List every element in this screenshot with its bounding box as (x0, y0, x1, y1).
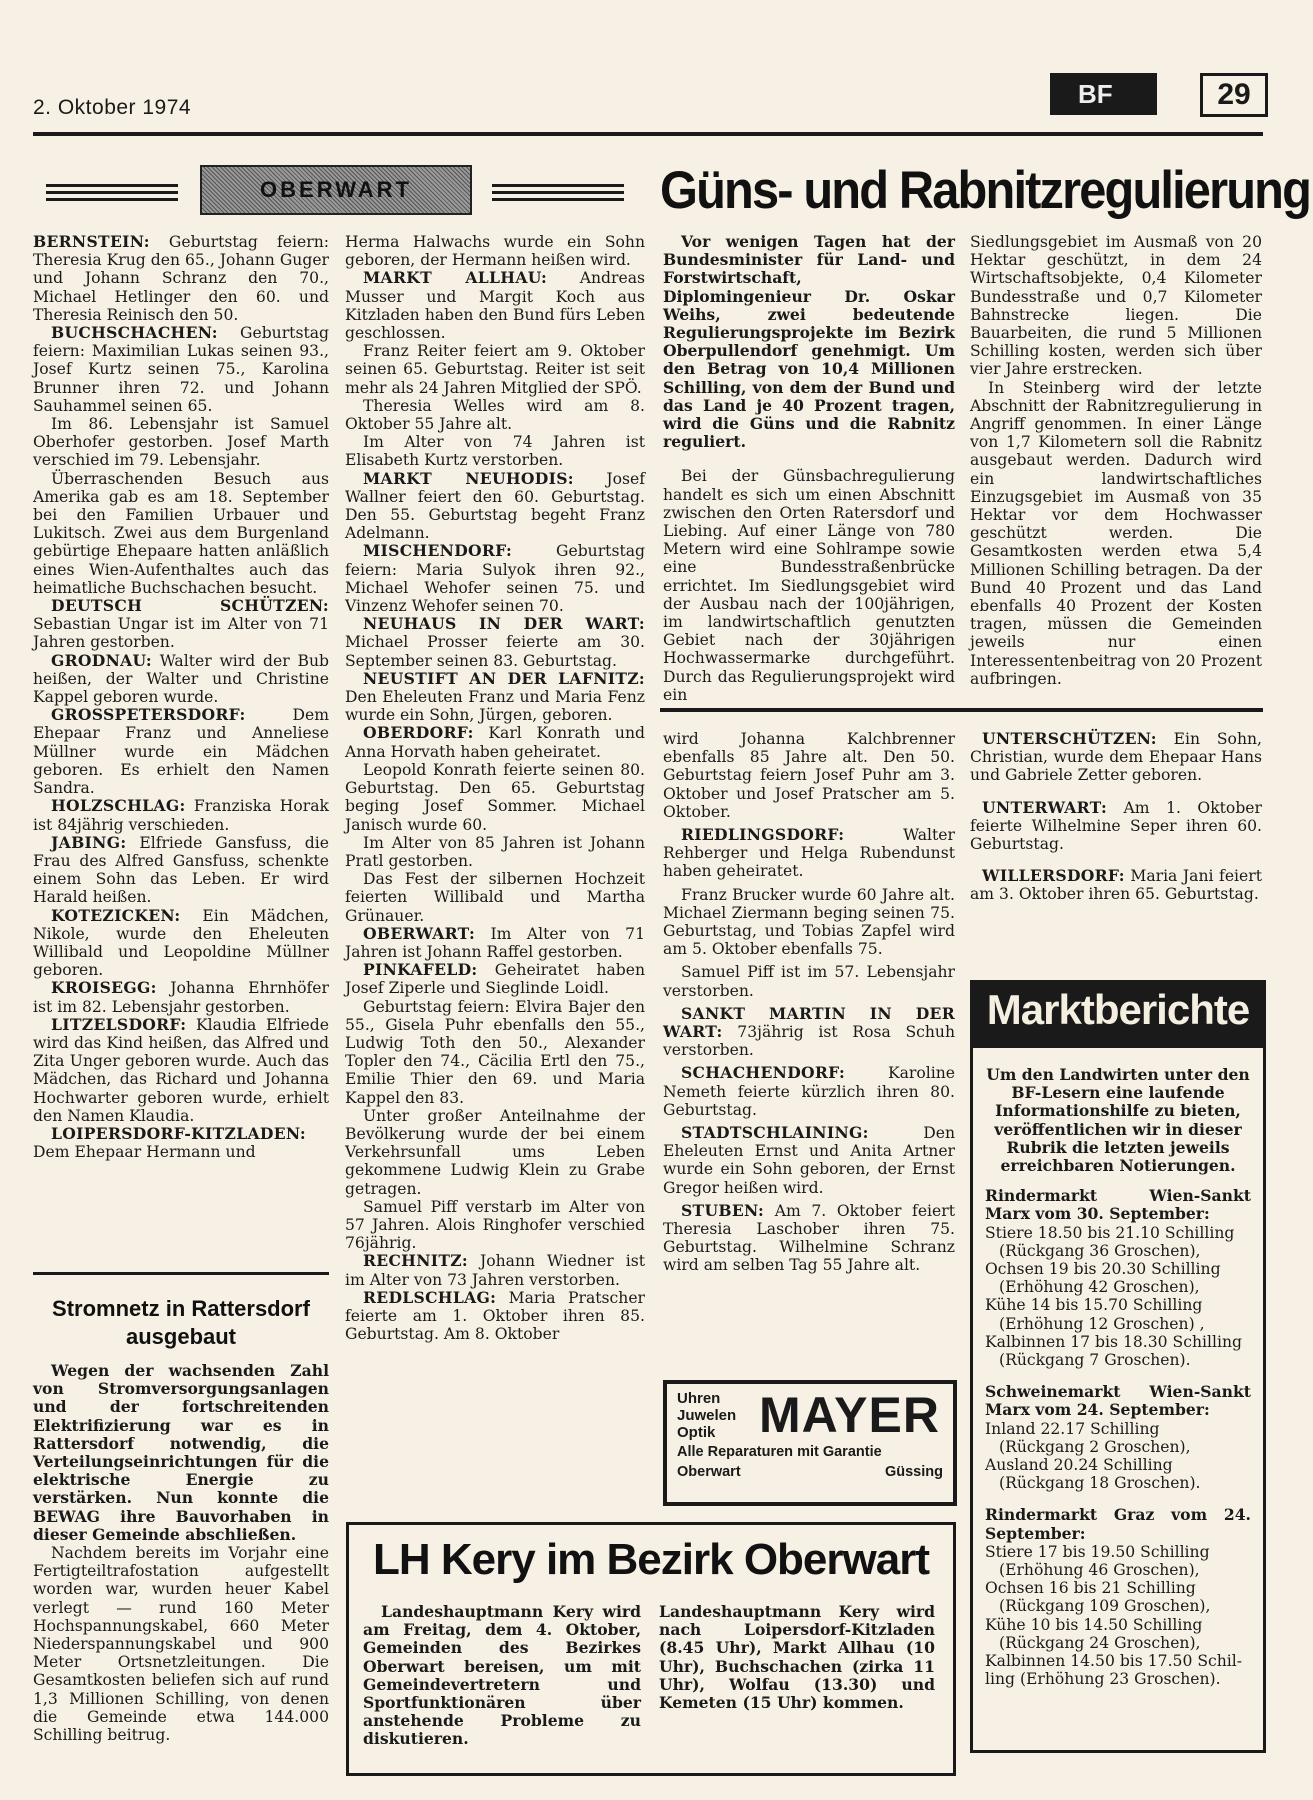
markt-title-bar (970, 980, 1266, 1048)
place-name: PINKAFELD: (363, 960, 478, 980)
news-item (345, 961, 645, 997)
guens-bottom-rule (660, 708, 1263, 712)
mayer-line-3: Optik (677, 1424, 716, 1441)
strom-body: Nachdem bereits im Vorjahr eine Fertigteiltrafostation aufgestellt worden war, wurden heuer Kabel verlegt — rund 160 Meter Hochspannungskabel, 660 Meter Niederspannungskabel und 900 Meter Ortsnetzleitungen. Die Gesamtkosten beliefen sich auf rund 1,3 Millionen Schilling, von denen die Gemeinde etwa 144.000 Schilling beitrug. (33, 1544, 329, 1745)
item-text: Ein Mädchen, Nikole, wurde den Eheleuten Willibald und Leopoldine Müllner geboren. (33, 906, 329, 980)
news-item (345, 470, 645, 543)
item-text: Geheiratet haben Josef Ziperle und Sieglinde Loidl. (345, 961, 645, 998)
place-name: GROSSPETERSDORF: (51, 705, 246, 725)
place-name: KROISEGG: (51, 978, 157, 998)
mayer-advertisement (663, 1380, 957, 1506)
markt-block-1 (985, 1224, 1251, 1370)
item-text: Andreas Musser und Margit Koch aus Kitzladen haben den Bund fürs Leben geschlossen. (345, 269, 645, 343)
item-text: wird Johanna Kalchbrenner ebenfalls 85 Jahre alt. Den 50. Geburtstag feiern Josef Puhr am 3. Oktober und Josef Pratscher am 5. Oktober. (663, 730, 955, 821)
item-text: Johann Wiedner ist im Alter von 73 Jahren verstorben. (345, 1252, 645, 1289)
price-line: (Erhöhung 42 Groschen), (999, 1278, 1200, 1297)
news-item (33, 470, 329, 597)
guens-body-3: In Steinberg wird der letzte Abschnitt der Rabnitzregulierung in Angriff genommen. In einer Länge von 1,7 Kilometern soll die Rabnitz ausgebaut werden. Dadurch wird ein landwirtschaftliches Einzugsgebiet im Ausmaß von 35 Hektar vor dem Hochwasser geschützt werden. Die Gesamtkosten werden etwa 5,4 Millionen Schilling betragen. Da der Bund 40 Prozent und das Land ebenfalls 40 Prozent der Kosten tragen, müssen die Gemeinden jeweils nur einen Interessentenbeitrag von 20 Prozent aufbringen. (970, 378, 1262, 688)
issue-date: 2. Oktober 1974 (33, 96, 192, 119)
place-name: LOIPERSDORF-KITZLADEN: (51, 1123, 306, 1143)
place-name: UNTERSCHÜTZEN: (982, 729, 1157, 748)
strom-lead: Wegen der wachsenden Zahl von Stromversorgungsanlagen und der fortschreitenden Elektrifizierung war es in Rattersdorf notwendig, die Verteilungseinrichtungen für die elektrische Energie zu verstärken. Nun konnte die BEWAG ihre Bauvorhaben in dieser Gemeinde abschließen. (33, 1361, 329, 1544)
guens-body-2: Siedlungsgebiet im Ausmaß von 20 Hektar geschützt, in dem 24 Wirtschaftsobjekte, 0,4 Kilometer Bundesstraße und 0,7 Kilometer Bahnstrecke liegen. Die Bauarbeiten, die rund 5 Millionen Schilling kosten, werden sich über vier Jahre erstrecken. (970, 233, 1262, 379)
mayer-line-2: Juwelen (677, 1407, 737, 1424)
mayer-line-1: Uhren (677, 1390, 721, 1407)
item-text: Theresia Welles wird am 8. Oktober 55 Jahre alt. (345, 396, 645, 434)
news-item (345, 724, 645, 760)
price-line: Stiere 17 bis 19.50 Schilling (985, 1542, 1210, 1561)
price-line: ling (Erhöhung 23 Groschen). (985, 1670, 1221, 1689)
item-text: Dem Ehepaar Franz und Anneliese Müllner wurde ein Mädchen geboren. Es erhielt den Namen Sandra. (33, 706, 329, 798)
news-item (33, 907, 329, 980)
news-item (33, 979, 329, 1015)
news-item (663, 1005, 955, 1060)
news-item (33, 597, 329, 652)
news-item (345, 1289, 645, 1344)
price-line: Stiere 18.50 bis 21.10 Schilling (985, 1223, 1235, 1242)
news-item (345, 269, 645, 342)
news-item (970, 867, 1262, 903)
news-item (345, 761, 645, 834)
item-text: Geburtstag feiern: Maria Sulyok ihren 92., Michael Wehofer seinen 75. und Vinzenz Wehofer seinen 70. (345, 542, 645, 616)
price-line: (Rückgang 109 Groschen), (999, 1597, 1211, 1616)
item-text: Josef Wallner feiert den 60. Geburtstag. Den 55. Geburtstag begeht Franz Adelmann. (345, 469, 645, 543)
news-item (663, 1202, 955, 1275)
paper-logo: BF (1050, 73, 1157, 115)
place-name: GRODNAU: (51, 650, 152, 670)
mayer-repair: Alle Reparaturen mit Garantie (677, 1444, 882, 1460)
markt-box (970, 980, 1266, 1753)
news-item (345, 397, 645, 433)
column-1-rule (33, 1272, 329, 1275)
markt-heading-1: Rindermarkt Wien-Sankt Marx vom 30. September: (985, 1186, 1251, 1224)
kery-headline: LH Kery im Bezirk Oberwart (373, 1535, 929, 1584)
news-item (345, 670, 645, 725)
price-line: (Rückgang 36 Groschen), (999, 1241, 1201, 1260)
item-text: Am 1. Oktober feierte Wilhelmine Seper ihren 60. Geburtstag. (970, 798, 1262, 854)
news-item (345, 1252, 645, 1288)
news-item (345, 998, 645, 1107)
price-line: (Rückgang 18 Groschen). (999, 1474, 1201, 1493)
item-text: 73jährig ist Rosa Schuh verstorben. (663, 1023, 955, 1060)
news-column-2 (345, 233, 645, 1343)
place-name: RIEDLINGSDORF: (681, 825, 845, 845)
price-line: Kalbinnen 17 bis 18.30 Schilling (985, 1332, 1242, 1351)
section-rule-right (492, 180, 624, 205)
place-name: NEUHAUS IN DER WART: (363, 614, 645, 634)
mayer-location-2: Güssing (884, 1464, 943, 1480)
item-text: Geburtstag feiern: Elvira Bajer den 55., Gisela Puhr ebenfalls den 55., Ludwig Toth den 50., Alexander Topler den 74., Cäcilia Ertl den 75., Emilie Thier den 69. und Maria Kappel den 83. (345, 997, 645, 1107)
place-name: SCHACHENDORF: (681, 1063, 846, 1083)
news-item (663, 963, 955, 999)
price-line: Inland 22.17 Schilling (985, 1419, 1160, 1438)
item-text: Klaudia Elfriede wird das Kind heißen, das Alfred und Zita Unger geboren wurde. Auch das Mädchen, das Richard und Johanna Hochwarter geboren wurde, erhielt den Namen Klaudia. (33, 1015, 329, 1125)
item-text: Samuel Piff verstarb im Alter von 57 Jahren. Alois Ringhofer verschied 76jährig. (345, 1197, 645, 1253)
item-text: Überraschenden Besuch aus Amerika gab es am 18. September bei den Familien Urbauer und Lukitsch. Zwei aus dem Burgenland gebürtige Ehepaare hatten anläßlich eines Wien-Aufenthaltes auch das heimatliche Buchschachen besucht. (33, 469, 329, 597)
markt-heading-2: Schweinemarkt Wien-Sankt Marx vom 24. September: (985, 1382, 1251, 1420)
news-column-1 (33, 233, 329, 1161)
item-text: Leopold Konrath feierte seinen 80. Geburtstag. Den 65. Geburtstag beging Josef Sommer. Michael Janisch wurde 60. (345, 760, 645, 834)
item-text: Karoline Nemeth feierte kürzlich ihren 80. Geburtstag. (663, 1064, 955, 1119)
place-name: OBERWART: (363, 923, 476, 943)
markt-content (985, 1066, 1251, 1689)
news-item (33, 706, 329, 797)
news-column-3 (663, 730, 955, 1275)
place-name: UNTERWART: (982, 797, 1108, 817)
place-name: MISCHENDORF: (363, 541, 513, 561)
strom-article (33, 1362, 329, 1744)
news-item (663, 730, 955, 821)
strom-headline-1: Stromnetz in Rattersdorf (52, 1296, 310, 1321)
news-item (345, 925, 645, 961)
kery-left: Landeshauptmann Kery wird am Freitag, dem 4. Oktober, Gemeinden des Bezirkes Oberwart bereisen, um mit Gemeindevertretern und Sportfunktionären über anstehende Probleme zu diskutieren. (363, 1602, 641, 1749)
place-name: LITZELSDORF: (51, 1014, 187, 1034)
place-name: JABING: (51, 832, 127, 852)
news-item (663, 1124, 955, 1197)
item-text: Karl Konrath und Anna Horvath haben geheiratet. (345, 724, 645, 761)
news-item (33, 233, 329, 324)
section-rule-left (46, 180, 178, 205)
place-name: STUBEN: (681, 1200, 765, 1220)
news-item (663, 826, 955, 881)
page-number: 29 (1200, 73, 1268, 117)
news-item (33, 797, 329, 833)
news-item (345, 870, 645, 925)
item-text: Walter wird der Bub heißen, der Walter und Christine Kappel geboren wurde. (33, 651, 329, 707)
item-text: Johanna Ehrnhöfer ist im 82. Lebensjahr gestorben. (33, 979, 329, 1016)
place-name: SANKT MARTIN IN DER WART: (663, 1003, 955, 1042)
place-name: MARKT NEUHODIS: (363, 468, 574, 488)
item-text: Den Eheleuten Ernst und Anita Artner wurde ein Sohn geboren, der Ernst Gregor heißen wird. (663, 1124, 955, 1197)
header-rule (33, 132, 1263, 136)
price-line: (Rückgang 7 Groschen). (999, 1351, 1191, 1370)
place-name: NEUSTIFT AN DER LAFNITZ: (363, 668, 645, 688)
price-line: Kalbinnen 14.50 bis 17.50 Schil- (985, 1652, 1243, 1671)
item-text: Im 86. Lebensjahr ist Samuel Oberhofer gestorben. Josef Marth verschied im 79. Lebensjahr. (33, 415, 329, 470)
place-name: STADTSCHLAINING: (681, 1123, 869, 1143)
place-name: DEUTSCH SCHÜTZEN: (51, 596, 329, 616)
place-name: MARKT ALLHAU: (363, 268, 548, 288)
item-text: Maria Pratscher feierte am 1. Oktober ihren 85. Geburtstag. Am 8. Oktober (345, 1288, 645, 1344)
guens-article-left (663, 233, 955, 704)
item-text: Franz Reiter feiert am 9. Oktober seinen 65. Geburtstag. Reiter ist seit mehr als 24 Jahren Mitglied der SPÖ. (345, 342, 645, 397)
item-text: Im Alter von 71 Jahren ist Johann Raffel gestorben. (345, 924, 645, 961)
markt-title: Marktberichte (986, 986, 1250, 1033)
guens-article-right (970, 233, 1262, 688)
price-line: Ochsen 19 bis 20.30 Schilling (985, 1260, 1221, 1279)
item-text: Maria Jani feiert am 3. Oktober ihren 65. Geburtstag. (970, 867, 1262, 904)
item-text: Geburtstag feiern: Maximilian Lukas seinen 93., Josef Kurtz seinen 75., Karolina Brunner ihren 72. und Johann Sauhammel seinen 65. (33, 324, 329, 415)
kery-right: Landeshauptmann Kery wird nach Loipersdorf-Kitzladen (8.45 Uhr), Markt Allhau (10 Uhr), Buchschachen (zirka 11 Uhr), Wolfau (13.30) und Kemeten (15 Uhr) kommen. (659, 1602, 935, 1713)
item-text: Im Alter von 85 Jahren ist Johann Pratl gestorben. (345, 833, 645, 870)
item-text: Sebastian Ungar ist im Alter von 71 Jahren gestorben. (33, 615, 329, 652)
news-item (345, 615, 645, 670)
item-text: Unter großer Anteilnahme der Bevölkerung wurde der bei einem Verkehrsunfall ums Leben gekommene Ludwig Klein zu Grabe getragen. (345, 1106, 645, 1198)
news-item (33, 1125, 329, 1161)
news-item (345, 1198, 645, 1253)
item-text: Elfriede Gansfuss, die Frau des Alfred Gansfuss, schenkte einem Sohn das Leben. Er wird Harald heißen. (33, 833, 329, 907)
kery-text-left (363, 1603, 641, 1749)
mayer-location-1: Oberwart (677, 1464, 741, 1480)
price-line: (Erhöhung 46 Groschen), (999, 1561, 1200, 1580)
mayer-name: MAYER (759, 1387, 940, 1443)
place-name: HOLZSCHLAG: (51, 796, 186, 816)
item-text: Ein Sohn, Christian, wurde dem Ehepaar Hans und Gabriele Zetter geboren. (970, 730, 1262, 785)
price-line: Ochsen 16 bis 21 Schilling (985, 1579, 1196, 1598)
markt-intro: Um den Landwirten unter den BF-Lesern eine laufende Informationshilfe zu bieten, veröffentlichen wir in dieser Rubrik die letzten jeweils erreichbaren Notierungen. (986, 1065, 1250, 1176)
news-item (33, 324, 329, 415)
item-text: Den Eheleuten Franz und Maria Fenz wurde ein Sohn, Jürgen, geboren. (345, 688, 645, 725)
news-item (345, 342, 645, 397)
item-text: Franz Brucker wurde 60 Jahre alt. Michael Ziermann beging seinen 75. Geburtstag, und Tobias Zapfel wird am 5. Oktober ebenfalls 75. (663, 885, 955, 959)
item-text: Im Alter von 74 Jahren ist Elisabeth Kurtz verstorben. (345, 433, 645, 470)
guens-body-1: Bei der Günsbachregulierung handelt es sich um einen Abschnitt zwischen den Orten Ratersdorf und Liebing. Auf einer Länge von 780 Metern wird eine Sohlrampe sowie eine Bundesstraßenbrücke errichtet. Im Siedlungsgebiet wird der Ausbau nach der 100jährigen, im landwirtschaftlich genutzten Gebiet nach der 30jährigen Hochwassermarke durchgeführt. Durch das Regulierungsprojekt wird ein (663, 467, 955, 704)
kery-box (346, 1522, 956, 1776)
news-item (345, 542, 645, 615)
news-item (970, 799, 1262, 854)
item-text: Franziska Horak ist 84jährig verschieden. (33, 797, 329, 834)
place-name: RECHNITZ: (363, 1251, 468, 1271)
item-text: Walter Rehberger und Helga Rubendunst haben geheiratet. (663, 826, 955, 881)
place-name: BERNSTEIN: (33, 232, 150, 251)
markt-heading-3: Rindermarkt Graz vom 24. September: (985, 1505, 1251, 1543)
item-text: Das Fest der silbernen Hochzeit feierten Willibald und Martha Grünauer. (345, 870, 645, 925)
place-name: WILLERSDORF: (982, 866, 1125, 886)
item-text: Geburtstag feiern: Theresia Krug den 65., Johann Guger und Johann Schranz den 70., Michael Hetlinger den 60. und Theresia Reinisch den 50. (33, 233, 329, 324)
guens-headline: Güns- und Rabnitzregulierung (660, 161, 1311, 220)
strom-headline-2: ausgebaut (125, 1324, 237, 1349)
price-line: Ausland 20.24 Schilling (985, 1456, 1173, 1475)
news-item (33, 1016, 329, 1125)
news-item (345, 1107, 645, 1198)
news-item (345, 834, 645, 870)
place-name: KOTEZICKEN: (51, 905, 181, 925)
news-column-4 (970, 730, 1262, 904)
kery-text-right (659, 1603, 935, 1712)
item-text: Dem Ehepaar Hermann und (33, 1143, 256, 1162)
price-line: (Rückgang 24 Groschen), (999, 1633, 1201, 1652)
place-name: OBERDORF: (363, 723, 474, 743)
price-line: (Erhöhung 12 Groschen) , (999, 1314, 1205, 1333)
item-text: Michael Prosser feierte am 30. September seinen 83. Geburtstag. (345, 633, 645, 670)
section-label: OBERWART (200, 165, 472, 215)
price-line: Kühe 10 bis 14.50 Schilling (985, 1615, 1203, 1634)
guens-lead: Vor wenigen Tagen hat der Bundesminister für Land- und Forstwirtschaft, Diplomingenieur Dr. Oskar Weihs, zwei bedeutende Regulierungsprojekte im Bezirk Oberpullendorf genehmigt. Um den Betrag von 10,4 Millionen Schilling, von dem der Bund und das Land je 40 Prozent tragen, wird die Güns und die Rabnitz reguliert. (663, 232, 955, 452)
place-name: REDLSCHLAG: (363, 1287, 497, 1307)
markt-block-2 (985, 1420, 1251, 1493)
news-item (970, 730, 1262, 785)
news-item (663, 1064, 955, 1119)
item-text: Herma Halwachs wurde ein Sohn geboren, der Hermann heißen wird. (345, 233, 645, 270)
news-item (33, 652, 329, 707)
news-item (663, 886, 955, 959)
place-name: BUCHSCHACHEN: (51, 323, 218, 343)
item-text: Am 7. Oktober feiert Theresia Laschober ihren 75. Geburtstag. Wilhelmine Schranz wird am selben Tag 55 Jahre alt. (663, 1201, 955, 1275)
price-line: Kühe 14 bis 15.70 Schilling (985, 1296, 1203, 1315)
news-item (33, 834, 329, 907)
news-item (345, 233, 645, 269)
item-text: Samuel Piff ist im 57. Lebensjahr verstorben. (663, 963, 955, 1000)
news-item (33, 415, 329, 470)
markt-block-3 (985, 1543, 1251, 1689)
news-item (345, 433, 645, 469)
price-line: (Rückgang 2 Groschen), (999, 1437, 1191, 1456)
